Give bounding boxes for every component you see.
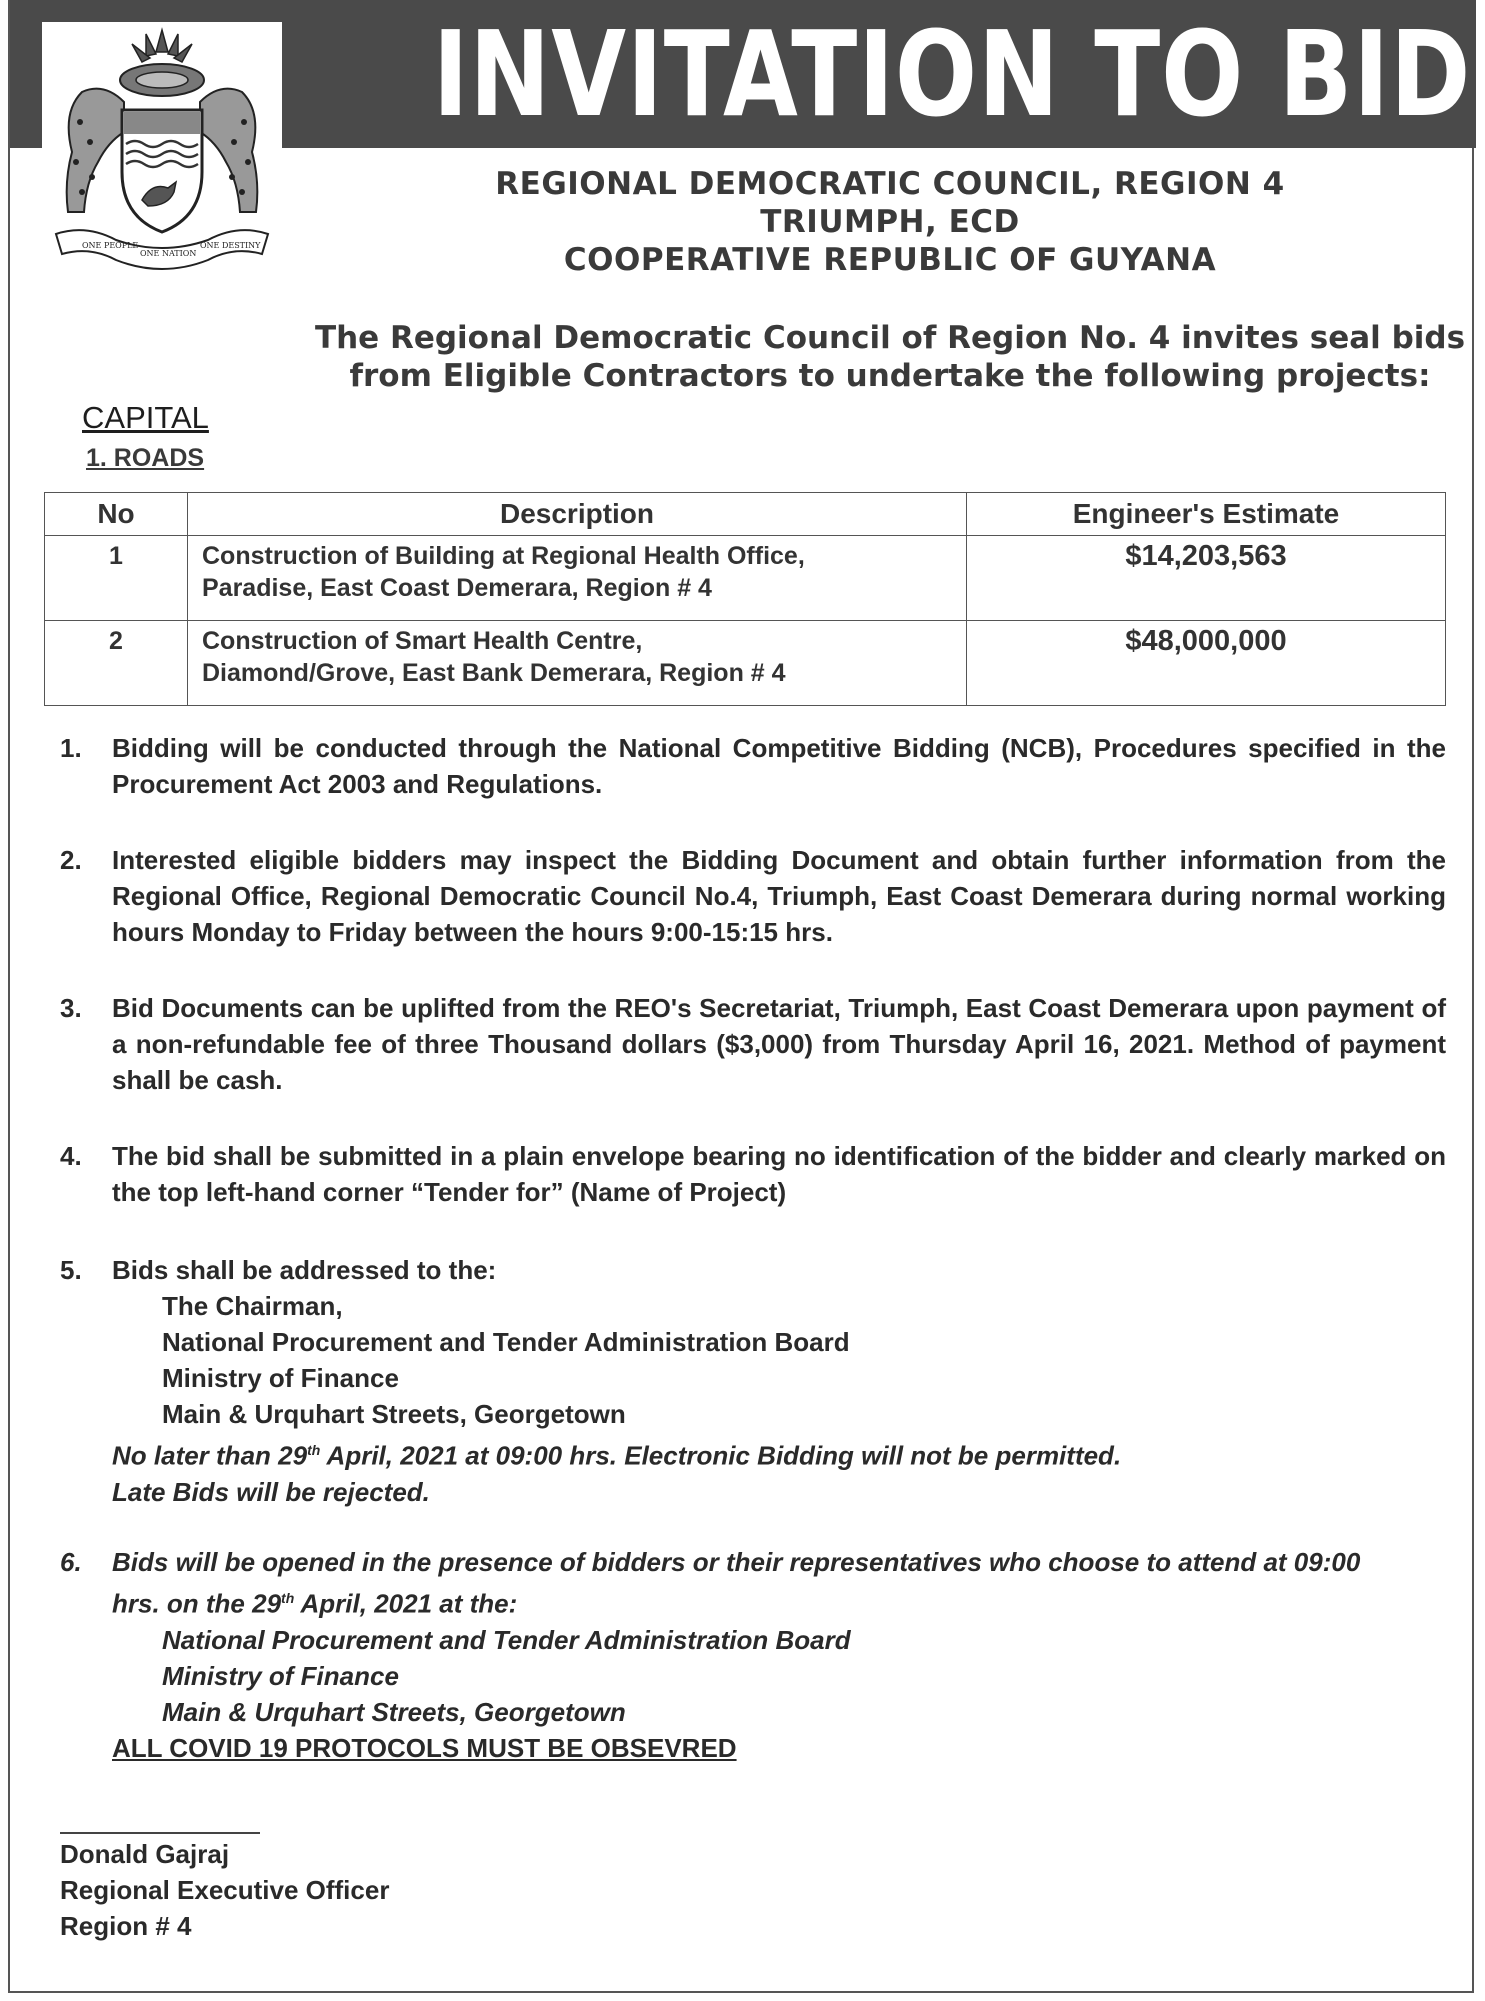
address-line: The Chairman, bbox=[162, 1291, 343, 1321]
header-description: Description bbox=[188, 493, 967, 536]
header-line-2: TRIUMPH, ECD bbox=[760, 204, 1020, 240]
clause-number: 1. bbox=[60, 733, 82, 763]
address-line: Ministry of Finance bbox=[162, 1660, 399, 1691]
projects-table bbox=[44, 492, 1446, 706]
header-line-3: COOPERATIVE REPUBLIC OF GUYANA bbox=[563, 242, 1217, 278]
row-description-line: Construction of Building at Regional Health Office, bbox=[202, 542, 805, 570]
signatory-name: Donald Gajraj bbox=[60, 1839, 230, 1869]
late-bids-text: Late Bids will be rejected. bbox=[112, 1476, 430, 1507]
clause-6 bbox=[50, 1544, 1446, 1766]
section-title: CAPITAL bbox=[82, 400, 209, 435]
row-estimate: $14,203,563 bbox=[967, 536, 1446, 621]
motto-center: ONE NATION bbox=[140, 249, 197, 258]
row-no: 2 bbox=[45, 621, 188, 706]
guyana-coat-of-arms-icon bbox=[42, 22, 282, 272]
address-line: Main & Urquhart Streets, Georgetown bbox=[162, 1696, 626, 1727]
address-line: National Procurement and Tender Administration Board bbox=[162, 1327, 850, 1357]
address-line: Main & Urquhart Streets, Georgetown bbox=[162, 1399, 626, 1429]
header-no: No bbox=[45, 493, 188, 536]
clause-text bbox=[112, 1544, 1446, 1766]
intro-line-1: The Regional Democratic Council of Region No. 4 invites seal bids bbox=[314, 320, 1466, 356]
clause-number: 6. bbox=[60, 1547, 82, 1577]
clause-text: The bid shall be submitted in a plain envelope bearing no identification of the bidder and clearly marked on the top left-hand corner “Tender for” (Name of Project) bbox=[112, 1141, 1446, 1207]
banner-title: INVITATION TO BID bbox=[432, 5, 1472, 143]
section-subtitle: 1. ROADS bbox=[86, 444, 205, 472]
header-estimate: Engineer's Estimate bbox=[967, 493, 1446, 536]
intro-line-2: from Eligible Contractors to undertake the following projects: bbox=[349, 358, 1431, 394]
address-line: National Procurement and Tender Administration Board bbox=[162, 1624, 851, 1655]
signatory-title: Regional Executive Officer bbox=[60, 1875, 390, 1905]
clause-text bbox=[112, 1252, 1446, 1510]
deadline-text: No later than 29th April, 2021 at 09:00 hrs. Electronic Bidding will not be permitted. bbox=[112, 1440, 1122, 1471]
document-page bbox=[8, 0, 1474, 1993]
row-description bbox=[188, 536, 967, 621]
clause-3 bbox=[50, 990, 1446, 1098]
covid-notice: ALL COVID 19 PROTOCOLS MUST BE OBSEVRED bbox=[112, 1732, 737, 1763]
header-line-1: REGIONAL DEMOCRATIC COUNCIL, REGION 4 bbox=[495, 166, 1285, 202]
motto-right: ONE DESTINY bbox=[200, 241, 261, 250]
signature-block bbox=[60, 1836, 389, 1944]
clause-5 bbox=[50, 1252, 1446, 1510]
row-estimate: $48,000,000 bbox=[967, 621, 1446, 706]
clause-lead-2: hrs. on the 29th April, 2021 at the: bbox=[112, 1588, 518, 1619]
row-no: 1 bbox=[45, 536, 188, 621]
clause-2 bbox=[50, 842, 1446, 950]
clause-text: Bidding will be conducted through the National Competitive Bidding (NCB), Procedures specified in the Procurement Act 2003 and Regulations. bbox=[112, 733, 1446, 799]
row-description-line: Construction of Smart Health Centre, bbox=[202, 627, 643, 655]
table-header-row bbox=[45, 493, 1446, 536]
address-line: Ministry of Finance bbox=[162, 1363, 399, 1393]
row-description bbox=[188, 621, 967, 706]
clause-lead: Bids shall be addressed to the: bbox=[112, 1255, 497, 1285]
motto-left: ONE PEOPLE bbox=[82, 241, 139, 250]
clause-lead: Bids will be opened in the presence of bidders or their representatives who choose to attend at 09:00 bbox=[112, 1547, 1361, 1577]
table-row bbox=[45, 536, 1446, 621]
table-row bbox=[45, 621, 1446, 706]
clause-4 bbox=[50, 1138, 1446, 1210]
row-description-line: Diamond/Grove, East Bank Demerara, Region # 4 bbox=[202, 659, 786, 687]
clause-text: Bid Documents can be uplifted from the REO's Secretariat, Triumph, East Coast Demerara upon payment of a non-refundable fee of three Thousand dollars ($3,000) from Thursday April 16, 2021. Method of payment shall be cash. bbox=[112, 993, 1446, 1095]
clause-number: 4. bbox=[60, 1141, 82, 1171]
clause-text: Interested eligible bidders may inspect the Bidding Document and obtain further information from the Regional Office, Regional Democratic Council No.4, Triumph, East Coast Demerara during normal working hours Monday to Friday between the hours 9:00-15:15 hrs. bbox=[112, 845, 1446, 947]
signature-line bbox=[60, 1832, 260, 1834]
signatory-region: Region # 4 bbox=[60, 1911, 192, 1941]
row-description-line: Paradise, East Coast Demerara, Region # 4 bbox=[202, 574, 712, 602]
clause-number: 2. bbox=[60, 845, 82, 875]
clause-1 bbox=[50, 730, 1446, 802]
clause-number: 5. bbox=[60, 1255, 82, 1285]
clause-number: 3. bbox=[60, 993, 82, 1023]
